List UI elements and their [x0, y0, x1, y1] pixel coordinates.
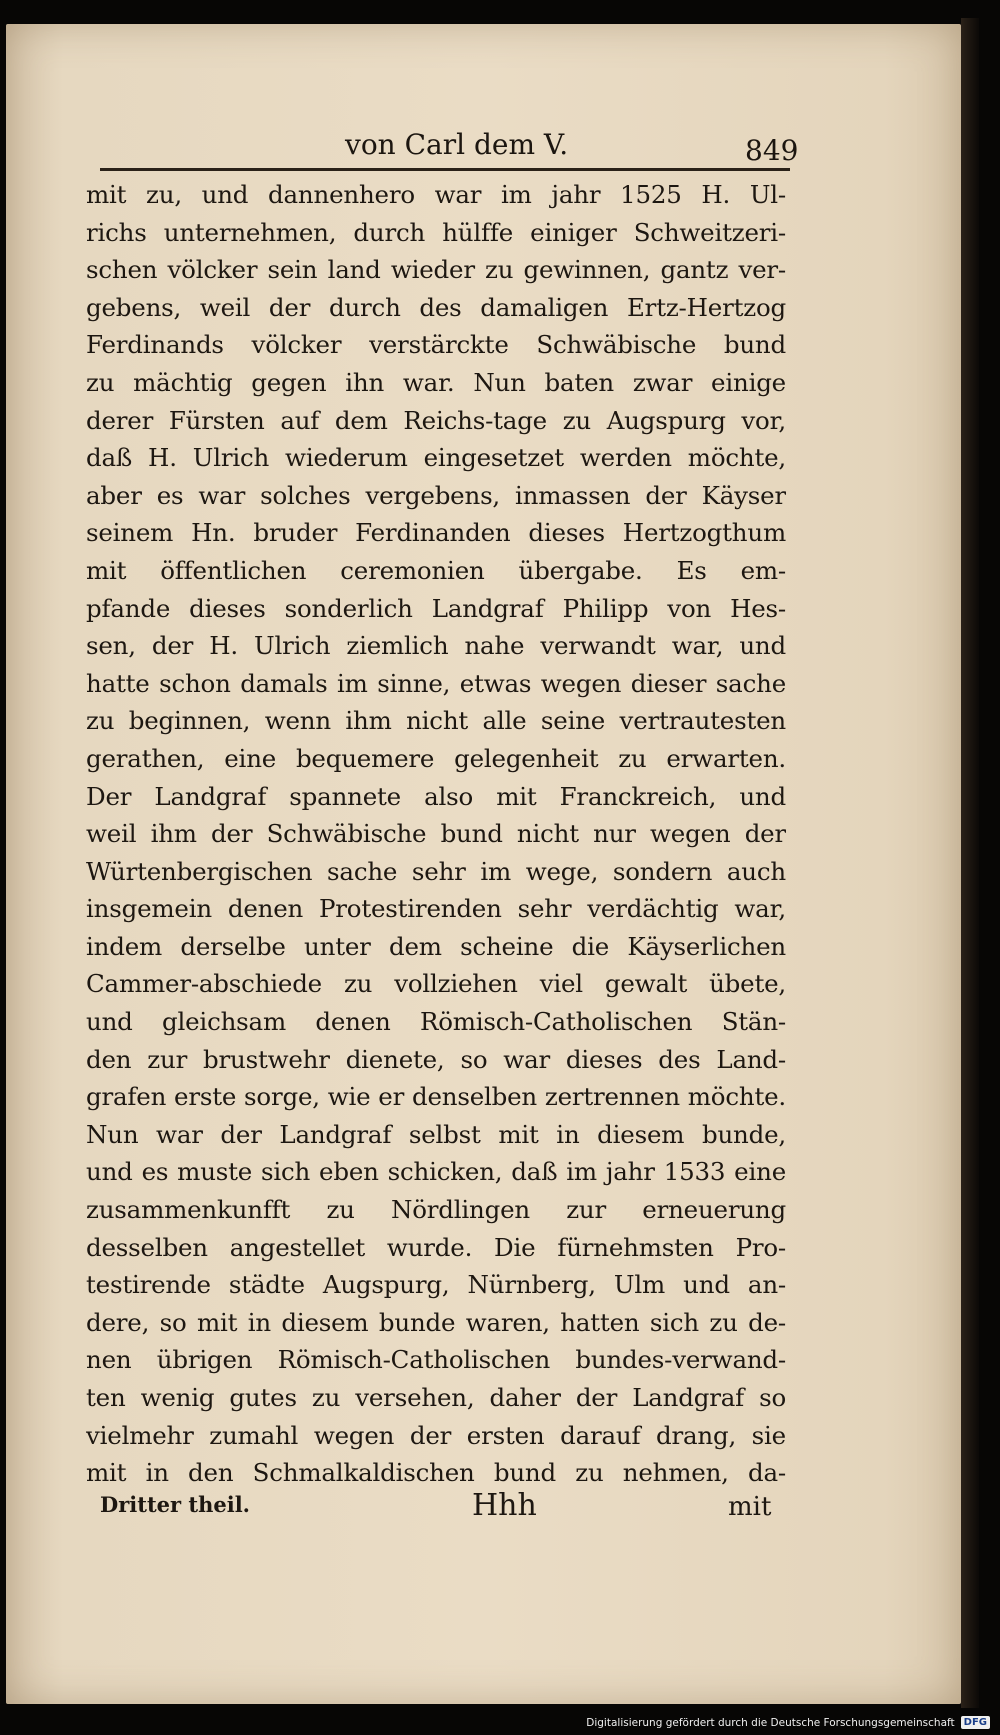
text-line: weil ihm der Schwäbische bund nicht nur wegen der — [86, 819, 786, 849]
text-line: aber es war solches vergebens, inmassen der Käyser — [86, 480, 786, 510]
text-line: grafen erste sorge, wie er denselben zertrennen möchte. — [86, 1082, 786, 1112]
gathering-mark: Hhh — [472, 1488, 537, 1523]
text-line: dere, so mit in diesem bunde waren, hatten sich zu de- — [86, 1307, 786, 1337]
text-line: Würtenbergischen sache sehr im wege, sondern auch — [86, 856, 786, 886]
text-line: vielmehr zumahl wegen der ersten darauf drang, sie — [86, 1420, 786, 1450]
text-line: pfande dieses sonderlich Landgraf Philipp von Hes- — [86, 593, 786, 623]
signature-mark: Dritter theil. — [100, 1492, 250, 1517]
text-line: derer Fürsten auf dem Reichs-tage zu Augspurg vor, — [86, 405, 786, 435]
text-line: desselben angestellet wurde. Die fürnehmsten Pro- — [86, 1232, 786, 1262]
text-line: Der Landgraf spannete also mit Franckreich, und — [86, 781, 786, 811]
text-line: und es muste sich eben schicken, daß im jahr 1533 eine — [86, 1157, 786, 1187]
running-title: von Carl dem V. — [345, 128, 569, 161]
text-line: testirende städte Augspurg, Nürnberg, Ulm und an- — [86, 1270, 786, 1300]
text-line: nen übrigen Römisch-Catholischen bundes-verwand- — [86, 1345, 786, 1375]
text-line: gebens, weil der durch des damaligen Ertz-Hertzog — [86, 292, 786, 322]
text-line: ten wenig gutes zu versehen, daher der Landgraf so — [86, 1383, 786, 1412]
text-line: seinem Hn. bruder Ferdinanden dieses Hertzogthum — [86, 518, 786, 548]
credit-text: Digitalisierung gefördert durch die Deutsche Forschungsgemeinschaft — [586, 1716, 955, 1729]
text-line: Nun war der Landgraf selbst mit in diesem bunde, — [86, 1119, 786, 1149]
page-edge — [961, 18, 979, 1708]
text-line: Ferdinands völcker verstärckte Schwäbische bund — [86, 330, 786, 360]
text-line: mit öffentlichen ceremonien übergabe. Es em- — [86, 555, 786, 585]
digitization-credit — [586, 1716, 990, 1729]
text-line: zusammenkunfft zu Nördlingen zur erneuerung — [86, 1195, 786, 1225]
text-line: schen völcker sein land wieder zu gewinnen, gantz ver- — [86, 255, 786, 285]
dfg-logo: DFG — [961, 1716, 990, 1729]
catchword: mit — [728, 1492, 772, 1522]
text-line: zu mächtig gegen ihn war. Nun baten zwar einige — [86, 367, 786, 397]
text-line: Cammer-abschiede zu vollziehen viel gewalt übete, — [86, 969, 786, 999]
body-text — [86, 176, 786, 1492]
text-line: den zur brustwehr dienete, so war dieses des Land- — [86, 1044, 786, 1074]
text-line: hatte schon damals im sinne, etwas wegen dieser sache — [86, 668, 786, 698]
header-rule — [100, 168, 790, 171]
text-line: sen, der H. Ulrich ziemlich nahe verwandt war, und — [86, 631, 786, 661]
text-line: daß H. Ulrich wiederum eingesetzet werden möchte, — [86, 443, 786, 473]
page-header — [100, 128, 799, 168]
page-footer — [100, 1488, 790, 1530]
page-number: 849 — [745, 134, 799, 167]
text-line: mit zu, und dannenhero war im jahr 1525 H. Ul- — [86, 180, 786, 209]
text-line: mit in den Schmalkaldischen bund zu nehmen, da- — [86, 1458, 786, 1488]
text-line: insgemein denen Protestirenden sehr verdächtig war, — [86, 894, 786, 924]
text-line: und gleichsam denen Römisch-Catholischen Stän- — [86, 1007, 786, 1037]
text-line: gerathen, eine bequemere gelegenheit zu erwarten. — [86, 743, 786, 773]
text-line: indem derselbe unter dem scheine die Käyserlichen — [86, 931, 786, 961]
text-line: richs unternehmen, durch hülffe einiger Schweitzeri- — [86, 217, 786, 247]
text-line: zu beginnen, wenn ihm nicht alle seine vertrautesten — [86, 706, 786, 736]
